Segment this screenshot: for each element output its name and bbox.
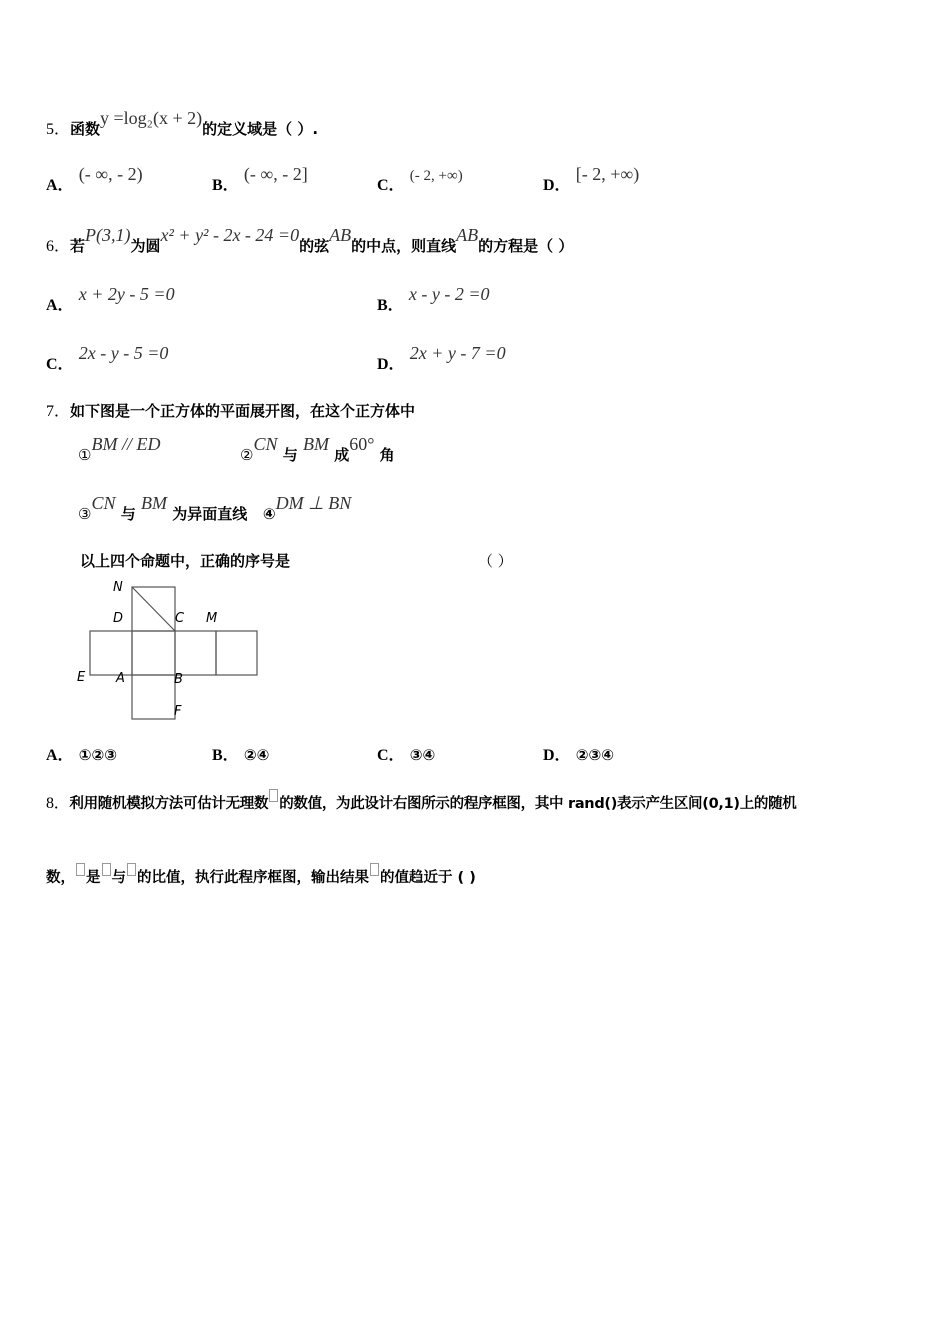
vertex-label: B: [174, 672, 183, 687]
q5-formula: y =log₂(x + 2): [100, 108, 203, 128]
formula: BM: [302, 434, 329, 454]
text: 利用随机模拟方法可估计无理数: [69, 796, 269, 812]
answer-blank: （ ）: [478, 552, 513, 570]
q7-option-b[interactable]: [212, 742, 269, 765]
q6-option-b[interactable]: [377, 284, 490, 315]
option-value: (- ∞, - 2): [78, 164, 143, 184]
q5-option-c[interactable]: [377, 168, 463, 195]
missing-glyph-icon: [102, 863, 111, 876]
q6-option-d[interactable]: [377, 343, 506, 374]
option-value: [- 2, +∞): [575, 164, 640, 184]
text: 与: [120, 505, 136, 523]
question-number: 6．: [46, 238, 71, 255]
option-value: x + 2y - 5 =0: [78, 284, 175, 304]
net-face: [90, 631, 132, 675]
text: 为异面直线: [172, 505, 248, 523]
formula: CN: [91, 493, 116, 513]
net-face: [132, 631, 175, 675]
missing-glyph-icon: [127, 863, 136, 876]
option-label: A．: [46, 177, 74, 194]
option-label: D．: [543, 747, 571, 764]
question-number: 7．: [46, 403, 71, 420]
cube-net-diagram: [0, 0, 300, 730]
text: 是: [86, 870, 101, 886]
option-value: ②③④: [575, 746, 614, 764]
q5-option-d[interactable]: [543, 164, 640, 195]
option-value: x - y - 2 =0: [408, 284, 490, 304]
text: 与: [282, 446, 298, 464]
net-face: [132, 675, 175, 719]
vertex-label: F: [174, 704, 182, 719]
vertex-label: E: [77, 670, 86, 685]
formula: BM: [140, 493, 167, 513]
q6-text: 的中点，则直线: [351, 237, 457, 255]
formula: 60°: [349, 434, 375, 454]
vertex-label: C: [175, 611, 185, 626]
question-8-line-2: [46, 863, 476, 887]
q6-point: P(3,1): [85, 225, 131, 245]
text: 角: [379, 446, 395, 464]
missing-glyph-icon: [370, 863, 379, 876]
option-value: ②④: [243, 746, 270, 764]
mark: ③: [78, 507, 92, 523]
mark: ④: [262, 505, 276, 523]
question-number: 8．: [46, 795, 70, 812]
vertex-label: N: [113, 580, 123, 595]
net-face: [216, 631, 257, 675]
option-value: 2x - y - 5 =0: [78, 343, 169, 363]
q7-option-d[interactable]: [543, 742, 614, 765]
option-value: ③④: [409, 746, 436, 764]
net-face: [175, 631, 216, 675]
missing-glyph-icon: [76, 863, 85, 876]
q7-option-c[interactable]: [377, 742, 435, 765]
text: 的值趋近于 ( ): [380, 870, 476, 886]
formula: BM // ED: [91, 434, 161, 454]
mark: ②: [240, 448, 254, 464]
vertex-label: M: [206, 611, 218, 626]
q6-text: 若: [70, 237, 86, 255]
formula: DM ⊥ BN: [275, 493, 352, 513]
text: 的数值，为此设计右图所示的程序框图，其中 rand()表示产生区间(0,1)上的随机: [279, 796, 797, 812]
question-number: 5．: [46, 121, 71, 138]
q6-chord: AB: [329, 225, 352, 245]
text: 的比值，执行此程序框图，输出结果: [137, 870, 369, 886]
q5-text-end: 的定义域是（ ）.: [202, 120, 319, 138]
q6-circle-equation: x² + y² - 2x - 24 =0: [160, 225, 300, 245]
q5-text: 函数: [70, 120, 101, 138]
option-label: C．: [377, 747, 405, 764]
option-value: 2x + y - 7 =0: [409, 343, 506, 363]
missing-glyph-icon: [269, 789, 278, 802]
option-label: B．: [212, 747, 239, 764]
option-label: D．: [377, 356, 405, 373]
question-8-line-1: [46, 789, 797, 813]
text: 与: [111, 870, 126, 886]
option-value: (- 2, +∞): [409, 168, 463, 184]
option-label: C．: [46, 356, 74, 373]
option-value: (- ∞, - 2]: [243, 164, 308, 184]
mark: ①: [78, 448, 92, 464]
option-label: B．: [212, 177, 239, 194]
option-label: A．: [46, 297, 74, 314]
formula: CN: [253, 434, 278, 454]
q6-text: 为圆: [130, 237, 161, 255]
option-label: B．: [377, 297, 404, 314]
vertex-label: D: [113, 611, 124, 626]
q6-chord: AB: [456, 225, 479, 245]
option-label: D．: [543, 177, 571, 194]
vertex-label: A: [116, 671, 125, 686]
net-diagonal: [132, 587, 175, 631]
option-label: A．: [46, 747, 74, 764]
option-value: ①②③: [78, 746, 117, 764]
text: 数，: [46, 870, 75, 886]
text: 成: [334, 446, 350, 464]
option-label: C．: [377, 177, 405, 194]
q6-text: 的方程是（ ）: [478, 237, 574, 255]
text: 以上四个命题中，正确的序号是: [80, 552, 291, 570]
q7-stem: 如下图是一个正方体的平面展开图，在这个正方体中: [70, 402, 416, 420]
q7-option-a[interactable]: [46, 742, 117, 765]
q6-text: 的弦: [299, 237, 330, 255]
